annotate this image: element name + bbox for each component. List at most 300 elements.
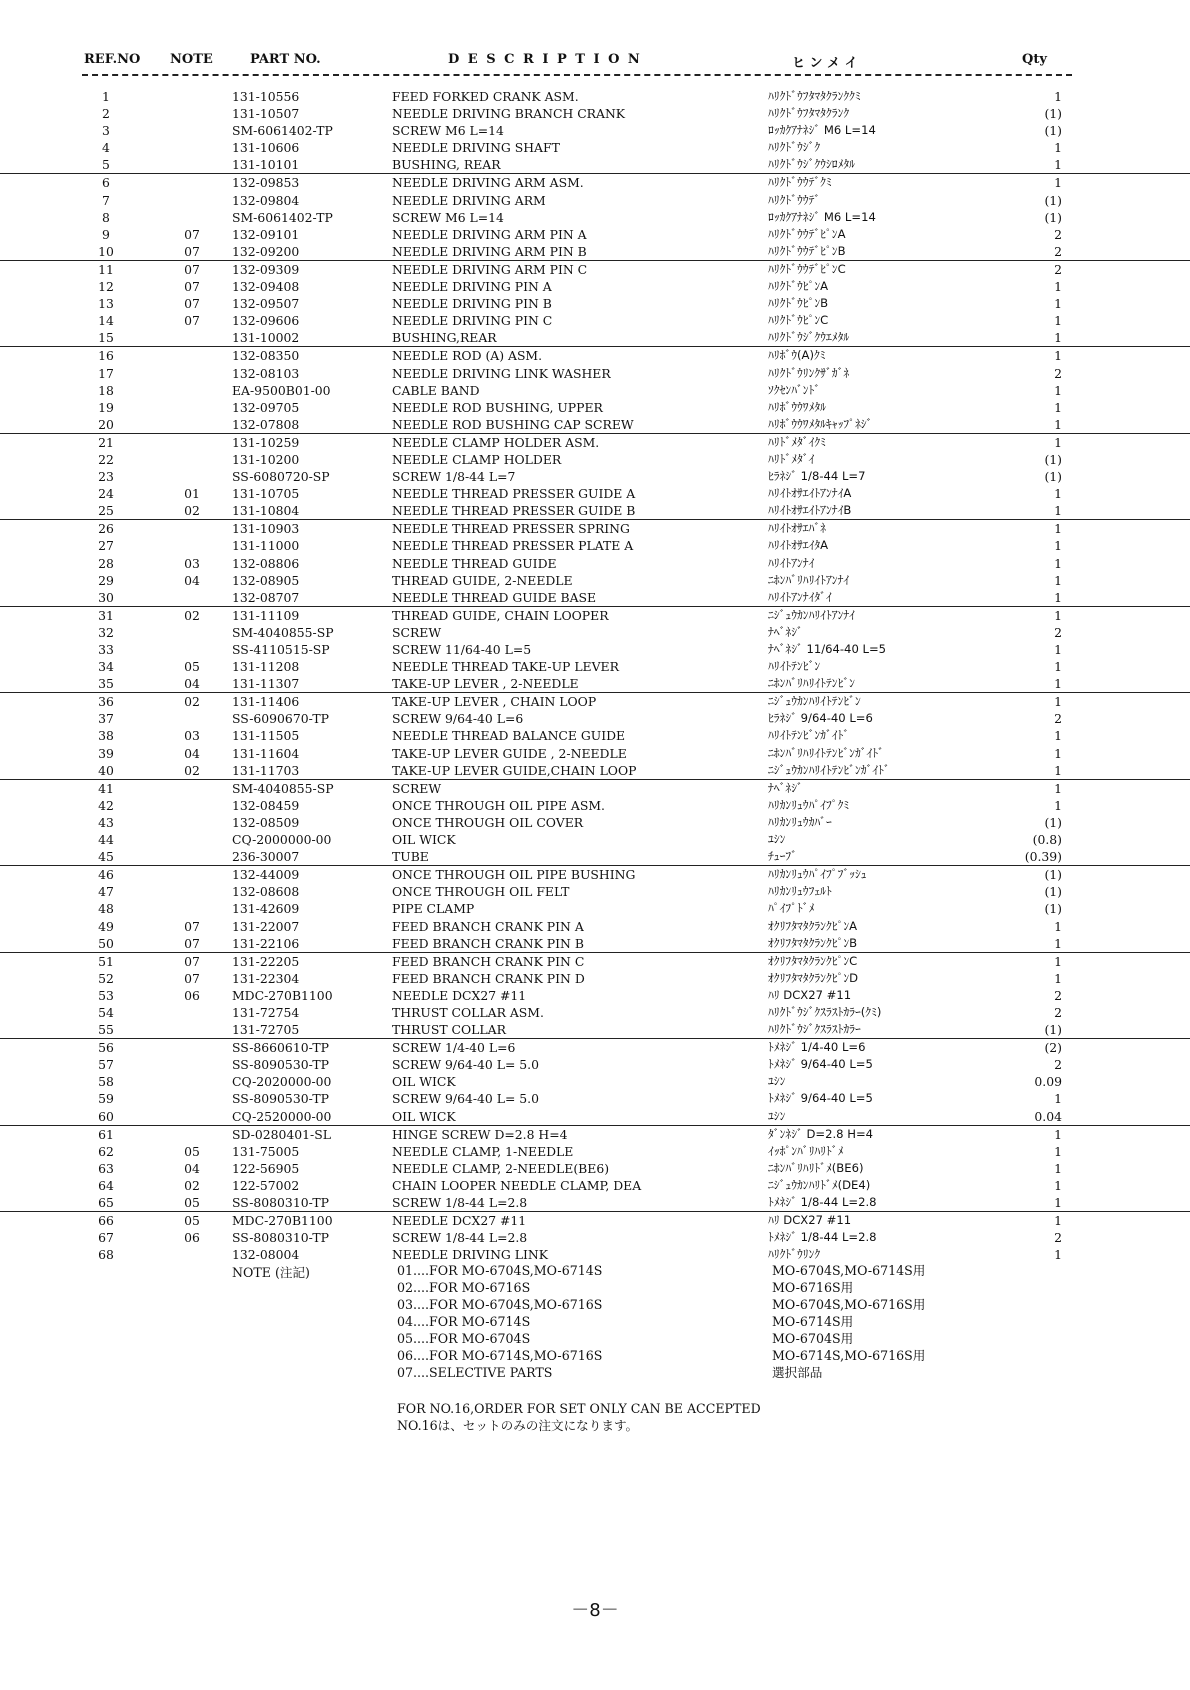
table-row: [0, 382, 1190, 399]
table-row: [0, 434, 1190, 451]
ref-no: 34: [98, 659, 114, 675]
kana-name: ﾊﾘｸﾄﾞｳｳﾃﾞ: [768, 192, 821, 207]
part-number: SS-8090530-TP: [232, 1091, 329, 1107]
table-row: [0, 935, 1190, 953]
ref-no: 10: [98, 243, 114, 259]
quantity: 1: [1054, 521, 1062, 537]
part-number: 131-42609: [232, 901, 300, 917]
description: NEEDLE THREAD TAKE-UP LEVER: [392, 659, 619, 675]
quantity: (1): [1044, 867, 1062, 883]
part-number: 131-10101: [232, 157, 300, 173]
part-number: 131-11208: [232, 659, 300, 675]
ref-no: 3: [102, 123, 110, 139]
quantity: 1: [1054, 1177, 1062, 1193]
table-row: [0, 278, 1190, 295]
quantity: 1: [1054, 659, 1062, 675]
kana-name: ﾊﾘﾄﾞﾒﾀﾞｲ: [768, 451, 815, 466]
ref-no: 47: [98, 884, 114, 900]
ref-no: 32: [98, 624, 114, 640]
quantity: 1: [1054, 157, 1062, 173]
part-number: 132-08707: [232, 589, 300, 605]
table-row: [0, 261, 1190, 278]
description: NEEDLE DRIVING ARM PIN A: [392, 226, 587, 242]
quantity: 1: [1054, 330, 1062, 346]
description: THRUST COLLAR: [392, 1022, 506, 1038]
part-number: 131-22106: [232, 935, 300, 951]
table-row: [0, 970, 1190, 987]
note-item: [0, 1296, 1190, 1313]
part-number: EA-9500B01-00: [232, 382, 331, 398]
quantity: 1: [1054, 313, 1062, 329]
table-row: [0, 607, 1190, 624]
quantity: (1): [1044, 884, 1062, 900]
footnote-japanese: NO.16は、セットのみの注文になります。: [397, 1418, 639, 1433]
part-number: SS-8080310-TP: [232, 1230, 329, 1246]
ref-no: 38: [98, 728, 114, 744]
table-row: [0, 1246, 1190, 1263]
table-row: [0, 762, 1190, 780]
ref-no: 62: [98, 1143, 114, 1159]
ref-no: 1: [102, 89, 110, 104]
description: NEEDLE THREAD PRESSER SPRING: [392, 521, 630, 537]
parts-list: [0, 88, 1190, 1263]
header-description: D E S C R I P T I O N: [448, 52, 642, 67]
part-number: 131-10556: [232, 89, 300, 104]
header-kana: ヒ ン メ イ: [792, 56, 858, 71]
description: NEEDLE ROD BUSHING, UPPER: [392, 399, 603, 415]
table-row: [0, 243, 1190, 261]
kana-name: ｿｸｾﾝﾊﾞﾝﾄﾞ: [768, 382, 821, 397]
part-number: 131-22205: [232, 953, 300, 969]
table-row: [0, 226, 1190, 243]
kana-name: ﾄﾒﾈｼﾞ 1/8-44 L=2.8: [768, 1230, 877, 1245]
quantity: 2: [1054, 261, 1062, 277]
kana-name: ﾆﾎﾝﾊﾞﾘﾊﾘｲﾄｱﾝﾅｲ: [768, 572, 850, 587]
kana-name: ﾊﾘｸﾄﾞｳｳﾃﾞﾋﾟﾝB: [768, 243, 846, 258]
note-code: 05: [184, 1143, 200, 1159]
note-code: 05: [184, 1213, 200, 1229]
table-row: [0, 831, 1190, 848]
quantity: 1: [1054, 642, 1062, 657]
description: NEEDLE DCX27 #11: [392, 1213, 527, 1229]
description: THRUST COLLAR ASM.: [392, 1004, 544, 1020]
part-number: 131-10259: [232, 434, 300, 450]
part-number: 132-08509: [232, 814, 300, 830]
header-qty: Qty: [1022, 52, 1047, 67]
kana-name: ﾊﾘｸﾄﾞｳｼﾞｸｽﾗｽﾄｶﾗｰ: [768, 1022, 861, 1037]
table-row: [0, 866, 1190, 883]
ref-no: 9: [102, 226, 110, 242]
description: NEEDLE CLAMP, 1-NEEDLE: [392, 1143, 574, 1159]
note-japanese: MO-6714S,MO-6716S用: [772, 1348, 926, 1363]
table-row: [0, 918, 1190, 935]
kana-name: ﾅﾍﾞﾈｼﾞ: [768, 780, 803, 795]
ref-no: 53: [98, 987, 114, 1003]
table-row: [0, 1143, 1190, 1160]
description: THREAD GUIDE, 2-NEEDLE: [392, 572, 573, 588]
ref-no: 41: [98, 780, 114, 796]
part-number: 132-08350: [232, 348, 300, 364]
table-row: [0, 88, 1190, 105]
kana-name: ﾊﾘｸﾄﾞｳﾌﾀﾏﾀｸﾗﾝｸｸﾐ: [768, 89, 861, 103]
description: SCREW 11/64-40 L=5: [392, 642, 532, 657]
ref-no: 39: [98, 745, 114, 761]
part-number: SM-4040855-SP: [232, 624, 334, 640]
quantity: (0.39): [1024, 849, 1062, 865]
quantity: 2: [1054, 226, 1062, 242]
part-number: 131-10200: [232, 451, 300, 467]
part-number: SS-4110515-SP: [232, 642, 330, 657]
part-number: SM-4040855-SP: [232, 780, 334, 796]
kana-name: ﾆｼﾞｭｳｶﾝﾊﾘｲﾄﾃﾝﾋﾞﾝ: [768, 694, 861, 709]
kana-name: ﾆｼﾞｭｳｶﾝﾊﾘﾄﾞﾒ(DE4): [768, 1177, 871, 1192]
part-number: 132-08608: [232, 884, 300, 900]
note-code: 02: [184, 762, 200, 778]
part-number: 132-44009: [232, 867, 300, 883]
quantity: (1): [1044, 814, 1062, 830]
table-row: [0, 589, 1190, 607]
part-number: 131-10903: [232, 521, 300, 537]
table-row: [0, 537, 1190, 554]
note-japanese: MO-6716S用: [772, 1280, 854, 1295]
note-item: [0, 1330, 1190, 1347]
kana-name: ﾊﾘﾎﾞｳｳﾜﾒﾀﾙｷｬｯﾌﾟﾈｼﾞ: [768, 416, 873, 431]
ref-no: 67: [98, 1230, 114, 1246]
note-code: 07: [184, 261, 200, 277]
kana-name: ﾊﾘｶﾝﾘｭｳﾌｪﾙﾄ: [768, 884, 832, 899]
ref-no: 28: [98, 555, 114, 571]
part-number: 132-09200: [232, 243, 300, 259]
description: NEEDLE THREAD PRESSER GUIDE B: [392, 503, 636, 519]
quantity: 0.04: [1034, 1108, 1062, 1124]
table-row: [0, 209, 1190, 226]
kana-name: ﾊﾘ DCX27 #11: [768, 1213, 852, 1228]
note-item: [0, 1347, 1190, 1364]
description: SCREW: [392, 624, 442, 640]
part-number: SM-6061402-TP: [232, 209, 333, 225]
description: NEEDLE DRIVING LINK: [392, 1247, 548, 1263]
part-number: 132-09101: [232, 226, 300, 242]
table-row: [0, 745, 1190, 762]
part-number: 132-08103: [232, 365, 300, 381]
ref-no: 54: [98, 1004, 114, 1020]
table-row: [0, 848, 1190, 866]
description: NEEDLE DRIVING ARM PIN C: [392, 261, 588, 277]
description: NEEDLE DRIVING PIN C: [392, 313, 553, 329]
part-number: 132-09507: [232, 296, 300, 312]
quantity: 1: [1054, 175, 1062, 191]
part-number: 236-30007: [232, 849, 300, 865]
description: FEED BRANCH CRANK PIN A: [392, 918, 584, 934]
table-row: [0, 1056, 1190, 1073]
description: SCREW 9/64-40 L= 5.0: [392, 1057, 539, 1073]
ref-no: 27: [98, 538, 114, 554]
kana-name: ﾆｼﾞｭｳｶﾝﾊﾘｲﾄｱﾝﾅｲ: [768, 607, 855, 622]
table-row: [0, 105, 1190, 122]
note-code: 07: [184, 935, 200, 951]
ref-no: 61: [98, 1126, 114, 1142]
quantity: 2: [1054, 1230, 1062, 1246]
ref-no: 44: [98, 832, 114, 848]
note-code: 03: [184, 728, 200, 744]
table-row: [0, 693, 1190, 710]
table-row: [0, 987, 1190, 1004]
notes-title: NOTE (注記): [232, 1265, 310, 1280]
notes-list: [0, 1262, 1190, 1381]
ref-no: 7: [102, 192, 110, 208]
description: NEEDLE DRIVING PIN A: [392, 279, 552, 295]
table-row: [0, 1004, 1190, 1021]
ref-no: 59: [98, 1091, 114, 1107]
part-number: 131-10606: [232, 140, 300, 156]
kana-name: ｵｸﾘﾌﾀﾏﾀｸﾗﾝｸﾋﾟﾝD: [768, 970, 859, 985]
kana-name: ﾄﾒﾈｼﾞ 9/64-40 L=5: [768, 1091, 873, 1106]
kana-name: ｵｸﾘﾌﾀﾏﾀｸﾗﾝｸﾋﾟﾝC: [768, 953, 858, 968]
quantity: (1): [1044, 469, 1062, 485]
description: SCREW 1/4-40 L=6: [392, 1040, 516, 1056]
kana-name: ﾊﾘｸﾄﾞｳｼﾞｸｳｼﾛﾒﾀﾙ: [768, 157, 855, 172]
ref-no: 64: [98, 1177, 114, 1193]
ref-no: 18: [98, 382, 114, 398]
description: SCREW 1/8-44 L=7: [392, 469, 516, 485]
note-code: 06: [184, 987, 200, 1003]
kana-name: ﾕｼﾝ: [768, 832, 786, 847]
set-order-footnote: [397, 1400, 761, 1434]
part-number: 131-11406: [232, 694, 300, 710]
part-number: SS-6080720-SP: [232, 469, 330, 485]
note-code: 04: [184, 676, 200, 692]
note-code: 04: [184, 1160, 200, 1176]
description: OIL WICK: [392, 832, 456, 848]
description: OIL WICK: [392, 1074, 456, 1090]
kana-name: ﾊﾘｸﾄﾞｳﾋﾟﾝA: [768, 279, 829, 294]
note-english: 02....FOR MO-6716S: [397, 1280, 531, 1295]
quantity: (2): [1044, 1040, 1062, 1056]
part-number: 131-11604: [232, 745, 300, 761]
description: ONCE THROUGH OIL PIPE BUSHING: [392, 867, 636, 883]
ref-no: 45: [98, 849, 114, 865]
quantity: (1): [1044, 451, 1062, 467]
part-number: 122-56905: [232, 1160, 300, 1176]
ref-no: 17: [98, 365, 114, 381]
note-code: 07: [184, 953, 200, 969]
table-row: [0, 658, 1190, 675]
kana-name: ﾄﾒﾈｼﾞ 1/4-40 L=6: [768, 1040, 866, 1055]
quantity: 2: [1054, 243, 1062, 259]
header-part-no: PART NO.: [250, 52, 321, 67]
ref-no: 57: [98, 1057, 114, 1073]
description: NEEDLE CLAMP, 2-NEEDLE(BE6): [392, 1160, 610, 1176]
ref-no: 40: [98, 762, 114, 778]
ref-no: 46: [98, 867, 114, 883]
quantity: 1: [1054, 572, 1062, 588]
quantity: 1: [1054, 607, 1062, 623]
part-number: SS-8090530-TP: [232, 1057, 329, 1073]
kana-name: ｵｸﾘﾌﾀﾏﾀｸﾗﾝｸﾋﾟﾝB: [768, 935, 858, 950]
table-row: [0, 485, 1190, 502]
table-row: [0, 900, 1190, 917]
kana-name: ﾀﾞﾝﾈｼﾞ D=2.8 H=4: [768, 1126, 874, 1141]
part-number: 132-09705: [232, 399, 300, 415]
quantity: (1): [1044, 106, 1062, 122]
ref-no: 43: [98, 814, 114, 830]
quantity: 1: [1054, 918, 1062, 934]
quantity: 1: [1054, 1091, 1062, 1107]
description: FEED BRANCH CRANK PIN B: [392, 935, 584, 951]
ref-no: 12: [98, 279, 114, 295]
note-code: 04: [184, 572, 200, 588]
description: NEEDLE THREAD GUIDE BASE: [392, 589, 597, 605]
quantity: 1: [1054, 589, 1062, 605]
kana-name: ﾊﾘｲﾄｱﾝﾅｲﾀﾞｲ: [768, 589, 832, 604]
kana-name: ﾋﾗﾈｼﾞ 9/64-40 L=6: [768, 711, 873, 726]
ref-no: 6: [102, 175, 110, 191]
kana-name: ﾕｼﾝ: [768, 1074, 786, 1089]
note-english: 03....FOR MO-6704S,MO-6716S: [397, 1297, 603, 1312]
ref-no: 15: [98, 330, 114, 346]
table-row: [0, 347, 1190, 364]
note-code: 07: [184, 970, 200, 986]
table-row: [0, 468, 1190, 485]
quantity: 1: [1054, 348, 1062, 364]
table-row: [0, 814, 1190, 831]
quantity: 1: [1054, 89, 1062, 104]
part-number: 131-10705: [232, 486, 300, 502]
kana-name: ｲｯﾎﾟﾝﾊﾞﾘﾊﾘﾄﾞﾒ: [768, 1143, 844, 1158]
description: NEEDLE DRIVING SHAFT: [392, 140, 560, 156]
ref-no: 21: [98, 434, 114, 450]
kana-name: ﾊﾘｲﾄｵｻｴｲﾄｱﾝﾅｲA: [768, 486, 852, 501]
ref-no: 29: [98, 572, 114, 588]
part-number: 131-10804: [232, 503, 300, 519]
table-row: [0, 329, 1190, 347]
kana-name: ﾊﾘｲﾄﾃﾝﾋﾞﾝｶﾞｲﾄﾞ: [768, 728, 850, 743]
description: SCREW 9/64-40 L= 5.0: [392, 1091, 539, 1107]
quantity: (1): [1044, 901, 1062, 917]
part-number: 132-09408: [232, 279, 300, 295]
table-row: [0, 174, 1190, 191]
note-code: 02: [184, 694, 200, 710]
note-japanese: MO-6714S用: [772, 1314, 854, 1329]
part-number: 132-09309: [232, 261, 300, 277]
description: ONCE THROUGH OIL PIPE ASM.: [392, 797, 605, 813]
description: FEED FORKED CRANK ASM.: [392, 89, 579, 104]
description: NEEDLE THREAD PRESSER PLATE A: [392, 538, 634, 554]
kana-name: ｵｸﾘﾌﾀﾏﾀｸﾗﾝｸﾋﾟﾝA: [768, 918, 858, 933]
quantity: 1: [1054, 1160, 1062, 1176]
quantity: 1: [1054, 555, 1062, 571]
kana-name: ﾊﾘｶﾝﾘｭｳﾊﾟｲﾌﾟｸﾐ: [768, 797, 850, 812]
kana-name: ﾊﾟｲﾌﾟﾄﾞﾒ: [768, 901, 815, 916]
quantity: 2: [1054, 711, 1062, 727]
note-item: [0, 1364, 1190, 1381]
quantity: (0.8): [1032, 832, 1062, 848]
description: CABLE BAND: [392, 382, 480, 398]
table-row: [0, 156, 1190, 174]
table-row: [0, 780, 1190, 797]
part-number: MDC-270B1100: [232, 987, 333, 1003]
table-row: [0, 1177, 1190, 1194]
ref-no: 20: [98, 416, 114, 432]
table-row: [0, 1108, 1190, 1126]
note-code: 02: [184, 607, 200, 623]
ref-no: 24: [98, 486, 114, 502]
table-header: [82, 46, 1072, 76]
description: NEEDLE THREAD PRESSER GUIDE A: [392, 486, 636, 502]
description: NEEDLE DCX27 #11: [392, 987, 527, 1003]
table-row: [0, 502, 1190, 520]
part-number: SM-6061402-TP: [232, 123, 333, 139]
description: PIPE CLAMP: [392, 901, 475, 917]
kana-name: ﾆﾎﾝﾊﾞﾘﾊﾘｲﾄﾃﾝﾋﾞﾝｶﾞｲﾄﾞ: [768, 745, 884, 760]
description: TAKE-UP LEVER GUIDE,CHAIN LOOP: [392, 762, 637, 778]
table-row: [0, 295, 1190, 312]
ref-no: 36: [98, 694, 114, 710]
quantity: (1): [1044, 192, 1062, 208]
quantity: 1: [1054, 762, 1062, 778]
part-number: 132-07808: [232, 416, 300, 432]
kana-name: ﾆﾎﾝﾊﾞﾘﾊﾘﾄﾞﾒ(BE6): [768, 1160, 864, 1175]
note-item: [0, 1279, 1190, 1296]
table-row: [0, 1073, 1190, 1090]
kana-name: ﾆｼﾞｭｳｶﾝﾊﾘｲﾄﾃﾝﾋﾞﾝｶﾞｲﾄﾞ: [768, 762, 890, 777]
description: FEED BRANCH CRANK PIN D: [392, 970, 585, 986]
table-row: [0, 520, 1190, 537]
kana-name: ﾊﾘｸﾄﾞｳｳﾃﾞｸﾐ: [768, 175, 832, 190]
description: NEEDLE DRIVING ARM: [392, 192, 546, 208]
note-code: 04: [184, 745, 200, 761]
quantity: 2: [1054, 1004, 1062, 1020]
part-number: SD-0280401-SL: [232, 1126, 331, 1142]
quantity: 1: [1054, 1126, 1062, 1142]
table-row: [0, 797, 1190, 814]
note-code: 05: [184, 1195, 200, 1210]
description: CHAIN LOOPER NEEDLE CLAMP, DEA: [392, 1177, 642, 1193]
description: FEED BRANCH CRANK PIN C: [392, 953, 585, 969]
ref-no: 25: [98, 503, 114, 519]
note-english: 07....SELECTIVE PARTS: [397, 1365, 553, 1380]
ref-no: 50: [98, 935, 114, 951]
description: NEEDLE DRIVING BRANCH CRANK: [392, 106, 626, 122]
kana-name: ﾁｭｰﾌﾞ: [768, 849, 797, 864]
ref-no: 31: [98, 607, 114, 623]
footnote-english: FOR NO.16,ORDER FOR SET ONLY CAN BE ACCEPTED: [397, 1401, 761, 1416]
ref-no: 65: [98, 1195, 114, 1210]
part-number: 132-09804: [232, 192, 300, 208]
description: NEEDLE THREAD BALANCE GUIDE: [392, 728, 626, 744]
description: TAKE-UP LEVER GUIDE , 2-NEEDLE: [392, 745, 627, 761]
note-japanese: MO-6704S,MO-6714S用: [772, 1263, 926, 1278]
quantity: 1: [1054, 140, 1062, 156]
table-row: [0, 451, 1190, 468]
kana-name: ﾊﾘﾄﾞﾒﾀﾞｲｸﾐ: [768, 434, 826, 449]
note-english: 01....FOR MO-6704S,MO-6714S: [397, 1263, 603, 1278]
ref-no: 68: [98, 1247, 114, 1263]
part-number: 131-72705: [232, 1022, 300, 1038]
ref-no: 14: [98, 313, 114, 329]
part-number: 131-11703: [232, 762, 300, 778]
description: TAKE-UP LEVER , 2-NEEDLE: [392, 676, 579, 692]
quantity: 1: [1054, 797, 1062, 813]
table-row: [0, 953, 1190, 970]
description: NEEDLE ROD BUSHING CAP SCREW: [392, 416, 634, 432]
ref-no: 60: [98, 1108, 114, 1124]
note-code: 01: [184, 486, 200, 502]
kana-name: ﾊﾘｲﾄｵｻｴｲﾀA: [768, 538, 829, 553]
part-number: CQ-2020000-00: [232, 1074, 332, 1090]
note-english: 05....FOR MO-6704S: [397, 1331, 531, 1346]
description: TAKE-UP LEVER , CHAIN LOOP: [392, 694, 597, 710]
